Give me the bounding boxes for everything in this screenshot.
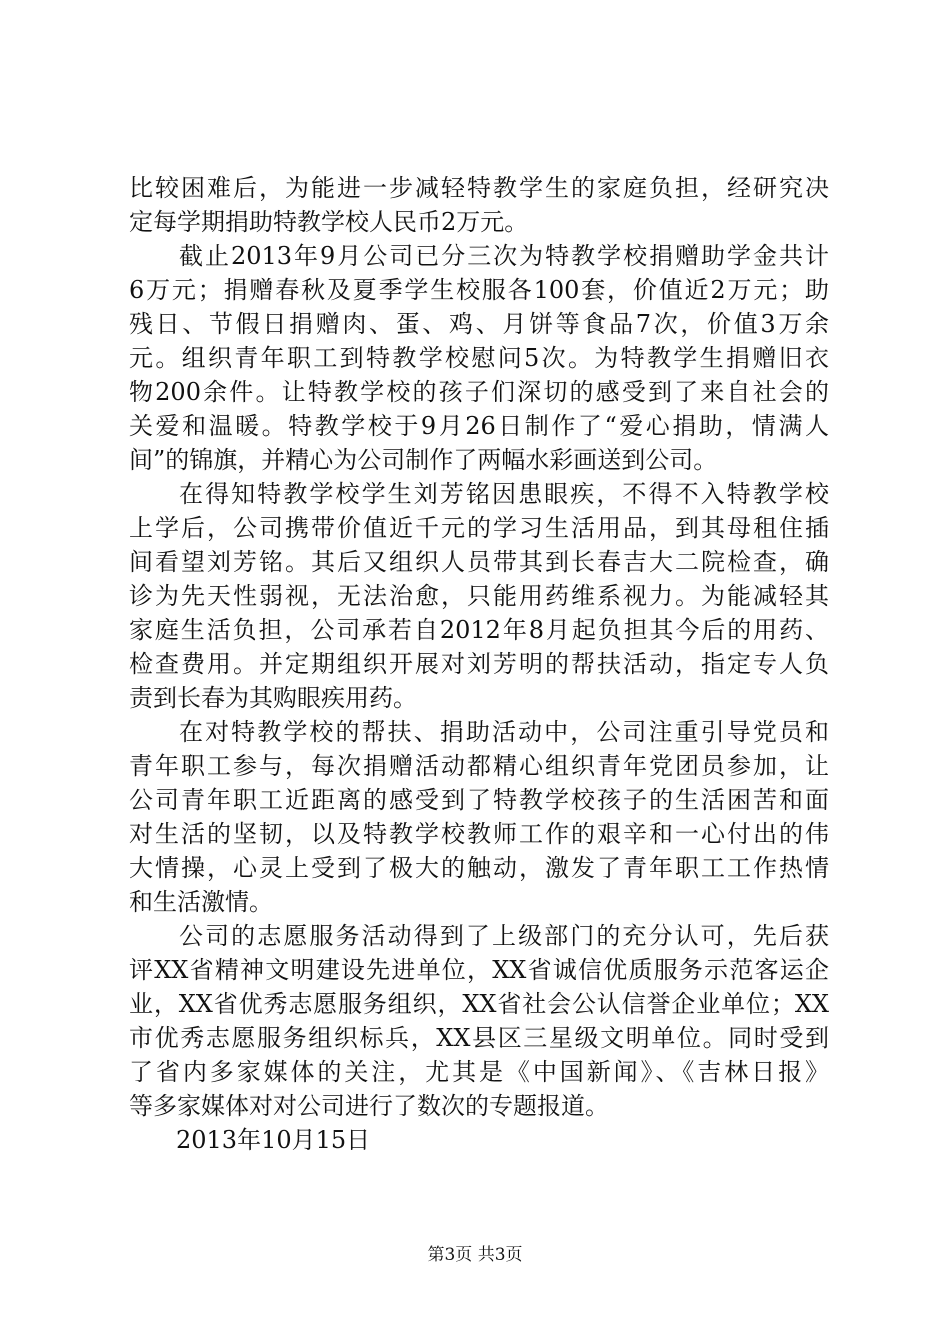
paragraph-first-line: 公司的志愿服务活动得到了上级部门的充分认可，先后获 [179,922,829,950]
body-line: 间”的锦旗，并精心为公司制作了两幅水彩画送到公司。 [129,446,718,474]
document-date: 2013年10月15日 [176,1126,371,1154]
body-line: 诊为先天性弱视，无法治愈，只能用药维系视力。为能减轻其 [129,582,829,610]
body-line: 6万元；捐赠春秋及夏季学生校服各100套，价值近2万元；助 [129,276,829,304]
page-number-footer: 第3页 共3页 [427,1245,523,1265]
body-line: 等多家媒体对对公司进行了数次的专题报道。 [129,1092,609,1120]
body-line: 物200余件。让特教学校的孩子们深切的感受到了来自社会的 [129,378,829,406]
body-line: 市优秀志愿服务组织标兵，XX县区三星级文明单位。同时受到 [129,1024,829,1052]
body-line: 对生活的坚韧，以及特教学校教师工作的艰辛和一心付出的伟 [129,820,829,848]
body-line: 间看望刘芳铭。其后又组织人员带其到长春吉大二院检查，确 [129,548,829,576]
paragraph-first-line: 在对特教学校的帮扶、捐助活动中，公司注重引导党员和 [179,718,829,746]
body-line: 残日、节假日捐赠肉、蛋、鸡、月饼等食品7次，价值3万余 [129,310,829,338]
body-line: 上学后，公司携带价值近千元的学习生活用品，到其母租住插 [129,514,829,542]
body-line: 评XX省精神文明建设先进单位，XX省诚信优质服务示范客运企 [129,956,829,984]
body-line: 了省内多家媒体的关注，尤其是《中国新闻》、《吉林日报》 [129,1058,829,1086]
body-line: 公司青年职工近距离的感受到了特教学校孩子的生活困苦和面 [129,786,829,814]
body-line: 业，XX省优秀志愿服务组织，XX省社会公认信誉企业单位；XX [129,990,829,1018]
paragraph-first-line: 截止2013年9月公司已分三次为特教学校捐赠助学金共计 [179,242,829,270]
paragraph-first-line: 在得知特教学校学生刘芳铭因患眼疾，不得不入特教学校 [179,480,829,508]
body-line: 大情操，心灵上受到了极大的触动，激发了青年职工工作热情 [129,854,829,882]
body-line: 家庭生活负担，公司承若自2012年8月起负担其今后的用药、 [129,616,829,644]
body-line: 关爱和温暖。特教学校于9月26日制作了“爱心捐助，情满人 [129,412,829,440]
body-line: 和生活激情。 [129,888,273,916]
body-line: 定每学期捐助特教学校人民币2万元。 [129,208,529,236]
body-line: 青年职工参与，每次捐赠活动都精心组织青年党团员参加，让 [129,752,829,780]
body-line: 比较困难后，为能进一步减轻特教学生的家庭负担，经研究决 [129,174,829,202]
body-line: 检查费用。并定期组织开展对刘芳明的帮扶活动，指定专人负 [129,650,829,678]
body-line: 元。组织青年职工到特教学校慰问5次。为特教学生捐赠旧衣 [129,344,829,372]
body-line: 责到长春为其购眼疾用药。 [129,684,417,712]
